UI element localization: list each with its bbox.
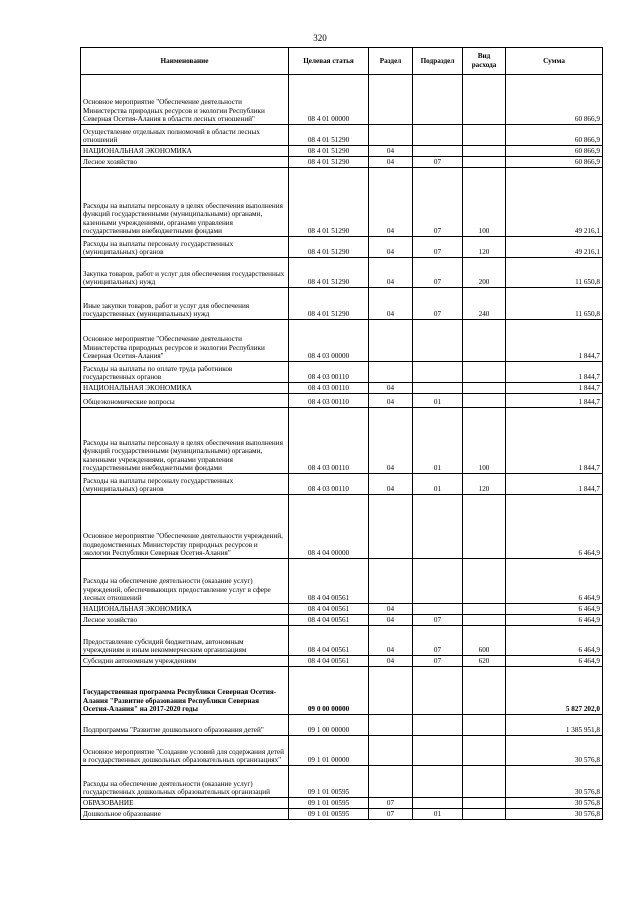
cell-expense: 120 [463, 474, 506, 495]
cell-expense [463, 615, 506, 626]
cell-code: 08 4 01 51290 [289, 288, 369, 320]
cell-expense [463, 715, 506, 736]
cell-code: 09 1 01 00595 [289, 798, 369, 809]
cell-expense [463, 75, 506, 125]
cell-expense: 100 [463, 168, 506, 237]
cell-section: 04 [369, 237, 413, 258]
cell-code: 08 4 04 00561 [289, 559, 369, 604]
cell-code: 08 4 01 51290 [289, 146, 369, 157]
cell-name: Расходы на обеспечение деятельности (оказание услуг) государственных дошкольных образовательных организаций [81, 766, 289, 798]
cell-code: 09 1 01 00595 [289, 766, 369, 798]
cell-section: 04 [369, 258, 413, 288]
cell-subsection: 01 [413, 809, 463, 820]
cell-expense [463, 809, 506, 820]
cell-expense: 240 [463, 288, 506, 320]
cell-sum: 5 827 202,0 [506, 667, 603, 715]
cell-expense [463, 766, 506, 798]
cell-code: 08 4 01 00000 [289, 75, 369, 125]
cell-sum: 60 866,9 [506, 157, 603, 168]
cell-name: Расходы на выплаты персоналу государственных (муниципальных) органов [81, 237, 289, 258]
cell-name: Основное мероприятие "Создание условий для содержания детей в государственных дошкольных образовательных организациях" [81, 736, 289, 766]
cell-section: 04 [369, 615, 413, 626]
table-row [81, 604, 603, 615]
cell-expense: 200 [463, 258, 506, 288]
cell-name: Расходы на обеспечение деятельности (оказание услуг) учреждений, обеспечивающих предоставление услуг в сфере лесных отношений [81, 559, 289, 604]
cell-subsection [413, 715, 463, 736]
cell-code: 09 1 00 00000 [289, 715, 369, 736]
cell-sum: 60 866,9 [506, 125, 603, 146]
cell-sum: 30 576,8 [506, 809, 603, 820]
cell-name: Осуществление отдельных полномочий в области лесных отношений [81, 125, 289, 146]
cell-subsection: 01 [413, 394, 463, 408]
table-row [81, 168, 603, 237]
header-sum: Сумма [506, 48, 603, 75]
cell-code: 08 4 01 51290 [289, 168, 369, 237]
cell-section: 04 [369, 474, 413, 495]
cell-code: 08 4 04 00000 [289, 495, 369, 559]
cell-code: 08 4 04 00561 [289, 626, 369, 656]
table-row [81, 237, 603, 258]
table-header-row [81, 48, 603, 75]
cell-expense [463, 125, 506, 146]
cell-section [369, 362, 413, 383]
cell-subsection [413, 495, 463, 559]
cell-subsection: 01 [413, 408, 463, 474]
cell-expense [463, 559, 506, 604]
cell-section: 07 [369, 809, 413, 820]
cell-sum: 1 844,7 [506, 408, 603, 474]
cell-sum: 49 216,1 [506, 237, 603, 258]
table-row [81, 766, 603, 798]
cell-subsection: 07 [413, 626, 463, 656]
header-section: Раздел [369, 48, 413, 75]
cell-sum: 11 650,8 [506, 288, 603, 320]
cell-code: 08 4 03 00000 [289, 320, 369, 362]
cell-code: 08 4 04 00561 [289, 656, 369, 667]
header-name: Наименование [81, 48, 289, 75]
cell-section: 07 [369, 798, 413, 809]
cell-sum: 1 844,7 [506, 383, 603, 394]
table-row [81, 75, 603, 125]
table-row [81, 809, 603, 820]
cell-section [369, 75, 413, 125]
cell-name: Основное мероприятие "Обеспечение деятельности Министерства природных ресурсов и экологии Республики Северная Осетия-Алания в области лесных отношений" [81, 75, 289, 125]
cell-code: 09 1 01 00595 [289, 809, 369, 820]
cell-code: 09 1 01 00000 [289, 736, 369, 766]
cell-subsection [413, 383, 463, 394]
cell-sum: 11 650,8 [506, 258, 603, 288]
cell-code: 09 0 00 00000 [289, 667, 369, 715]
table-row [81, 736, 603, 766]
page-number: 320 [313, 33, 327, 43]
cell-subsection [413, 146, 463, 157]
cell-section: 04 [369, 656, 413, 667]
header-code: Целевая статья [289, 48, 369, 75]
cell-code: 08 4 03 00110 [289, 362, 369, 383]
cell-sum: 6 464,9 [506, 656, 603, 667]
cell-code: 08 4 01 51290 [289, 258, 369, 288]
cell-expense [463, 157, 506, 168]
cell-section [369, 667, 413, 715]
cell-name: Субсидии автономным учреждениям [81, 656, 289, 667]
cell-sum: 49 216,1 [506, 168, 603, 237]
cell-sum: 30 576,8 [506, 766, 603, 798]
cell-code: 08 4 03 00110 [289, 474, 369, 495]
cell-subsection: 07 [413, 288, 463, 320]
cell-section: 04 [369, 157, 413, 168]
cell-name: НАЦИОНАЛЬНАЯ ЭКОНОМИКА [81, 146, 289, 157]
cell-section: 04 [369, 408, 413, 474]
table-body [81, 75, 603, 820]
cell-name: Предоставление субсидий бюджетным, автономным учреждениям и иным некоммерческим организациям [81, 626, 289, 656]
cell-subsection [413, 362, 463, 383]
cell-subsection [413, 604, 463, 615]
table-row [81, 495, 603, 559]
table-row [81, 474, 603, 495]
header-expense: Вид расхода [463, 48, 506, 75]
cell-name: Расходы на выплаты персоналу в целях обеспечения выполнения функций государственными (муниципальными) органами, казенными учреждениями, органами управления государственными внебюджетными фондами [81, 408, 289, 474]
cell-expense: 120 [463, 237, 506, 258]
cell-subsection [413, 75, 463, 125]
cell-section: 04 [369, 288, 413, 320]
table-row [81, 362, 603, 383]
cell-section [369, 320, 413, 362]
cell-expense [463, 146, 506, 157]
cell-code: 08 4 04 00561 [289, 604, 369, 615]
cell-expense: 600 [463, 626, 506, 656]
cell-subsection [413, 667, 463, 715]
cell-sum: 30 576,8 [506, 798, 603, 809]
cell-subsection [413, 125, 463, 146]
cell-section: 04 [369, 168, 413, 237]
cell-name: НАЦИОНАЛЬНАЯ ЭКОНОМИКА [81, 604, 289, 615]
cell-name: Лесное хозяйство [81, 157, 289, 168]
cell-expense [463, 394, 506, 408]
cell-section [369, 766, 413, 798]
cell-name: Лесное хозяйство [81, 615, 289, 626]
table-row [81, 394, 603, 408]
table-row [81, 258, 603, 288]
table-row [81, 715, 603, 736]
cell-expense [463, 736, 506, 766]
cell-section: 04 [369, 604, 413, 615]
cell-expense [463, 495, 506, 559]
cell-section [369, 495, 413, 559]
cell-section [369, 559, 413, 604]
cell-section: 04 [369, 383, 413, 394]
cell-subsection: 07 [413, 168, 463, 237]
table-row [81, 125, 603, 146]
cell-section [369, 125, 413, 146]
cell-code: 08 4 01 51290 [289, 237, 369, 258]
cell-name: Закупка товаров, работ и услуг для обеспечения государственных (муниципальных) нужд [81, 258, 289, 288]
cell-subsection: 07 [413, 157, 463, 168]
cell-section: 04 [369, 626, 413, 656]
cell-code: 08 4 03 00110 [289, 394, 369, 408]
cell-sum: 6 464,9 [506, 495, 603, 559]
cell-sum: 1 385 951,8 [506, 715, 603, 736]
cell-name: Иные закупки товаров, работ и услуг для обеспечения государственных (муниципальных) нужд [81, 288, 289, 320]
cell-name: Основное мероприятие "Обеспечение деятельности учреждений, подведомственных Министерству природных ресурсов и экологии Республики Северная Осетия-Алания" [81, 495, 289, 559]
cell-sum: 1 844,7 [506, 474, 603, 495]
cell-subsection: 07 [413, 237, 463, 258]
cell-code: 08 4 04 00561 [289, 615, 369, 626]
cell-name: Расходы на выплаты по оплате труда работников государственных органов [81, 362, 289, 383]
cell-code: 08 4 01 51290 [289, 157, 369, 168]
cell-sum: 60 866,9 [506, 75, 603, 125]
cell-sum: 6 464,9 [506, 626, 603, 656]
cell-subsection [413, 320, 463, 362]
cell-sum: 1 844,7 [506, 394, 603, 408]
cell-expense: 620 [463, 656, 506, 667]
cell-name: Государственная программа Республики Северная Осетия-Алания "Развитие образования Республики Северная Осетия-Алания" на 2017-2020 годы [81, 667, 289, 715]
cell-name: НАЦИОНАЛЬНАЯ ЭКОНОМИКА [81, 383, 289, 394]
cell-subsection [413, 798, 463, 809]
table-row [81, 615, 603, 626]
cell-code: 08 4 03 00110 [289, 383, 369, 394]
table-row [81, 667, 603, 715]
cell-name: Дошкольное образование [81, 809, 289, 820]
cell-expense [463, 667, 506, 715]
cell-sum: 1 844,7 [506, 362, 603, 383]
table-row [81, 320, 603, 362]
header-subsection: Подраздел [413, 48, 463, 75]
cell-expense [463, 383, 506, 394]
cell-name: ОБРАЗОВАНИЕ [81, 798, 289, 809]
table-row [81, 288, 603, 320]
cell-subsection [413, 559, 463, 604]
cell-expense [463, 798, 506, 809]
cell-name: Подпрограмма "Развитие дошкольного образования детей" [81, 715, 289, 736]
cell-code: 08 4 01 51290 [289, 125, 369, 146]
table-row [81, 157, 603, 168]
table-row [81, 383, 603, 394]
budget-table [80, 47, 603, 820]
cell-name: Расходы на выплаты персоналу в целях обеспечения выполнения функций государственными (муниципальными) органами, казенными учреждениями, органами управления государственными внебюджетными фондами [81, 168, 289, 237]
table-row [81, 626, 603, 656]
cell-section: 04 [369, 146, 413, 157]
cell-expense [463, 362, 506, 383]
cell-expense [463, 604, 506, 615]
cell-sum: 30 576,8 [506, 736, 603, 766]
cell-sum: 6 464,9 [506, 604, 603, 615]
cell-subsection: 01 [413, 474, 463, 495]
table-row [81, 408, 603, 474]
cell-subsection: 07 [413, 258, 463, 288]
cell-section [369, 715, 413, 736]
cell-sum: 60 866,9 [506, 146, 603, 157]
cell-name: Основное мероприятие "Обеспечение деятельности Министерства природных ресурсов и экологии Республики Северная Осетия-Алания" [81, 320, 289, 362]
table-row [81, 146, 603, 157]
cell-name: Расходы на выплаты персоналу государственных (муниципальных) органов [81, 474, 289, 495]
cell-subsection: 07 [413, 615, 463, 626]
cell-sum: 1 844,7 [506, 320, 603, 362]
cell-sum: 6 464,9 [506, 559, 603, 604]
cell-subsection [413, 766, 463, 798]
cell-sum: 6 464,9 [506, 615, 603, 626]
cell-subsection: 07 [413, 656, 463, 667]
table-row [81, 656, 603, 667]
cell-section: 04 [369, 394, 413, 408]
cell-code: 08 4 03 00110 [289, 408, 369, 474]
table-row [81, 798, 603, 809]
cell-expense [463, 320, 506, 362]
cell-expense: 100 [463, 408, 506, 474]
cell-section [369, 736, 413, 766]
cell-subsection [413, 736, 463, 766]
cell-name: Общеэкономические вопросы [81, 394, 289, 408]
table-row [81, 559, 603, 604]
